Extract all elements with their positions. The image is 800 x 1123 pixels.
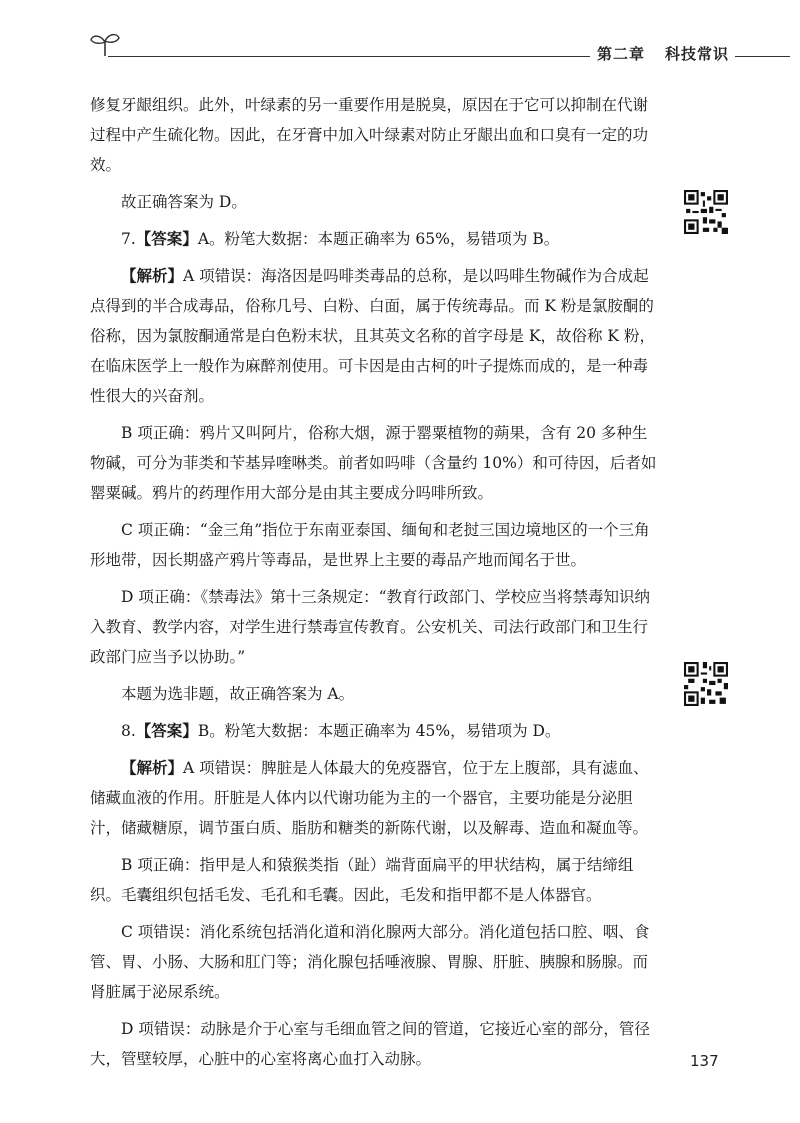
question-8-answer	[90, 716, 660, 746]
question-8-option-d: D 项错误：动脉是介于心室与毛细血管之间的管道，它接近心室的部分，管径大，管壁较厚，心脏中的心室将离心血打入动脉。	[90, 1020, 650, 1068]
question-8-analysis	[90, 753, 660, 843]
qr-code-icon[interactable]	[684, 190, 728, 234]
answer-conclusion: 故正确答案为 D。	[121, 193, 247, 211]
question-number: 7.	[121, 230, 136, 248]
header-rule-right	[735, 56, 790, 57]
page-content	[90, 90, 660, 1074]
topic-label: 科技常识	[665, 45, 730, 63]
chapter-label: 第二章	[597, 45, 646, 63]
paragraph-continued: 修复牙龈组织。此外，叶绿素的另一重要作用是脱臭，原因在于它可以抑制在代谢过程中产生硫化物。因此，在牙膏中加入叶绿素对防止牙龈出血和口臭有一定的功效。	[90, 96, 649, 174]
page-header	[0, 0, 800, 70]
header-rule	[108, 56, 590, 57]
analysis-text: A 项错误：脾脏是人体最大的免疫器官，位于左上腹部，具有滤血、储藏血液的作用。肝脏是人体内以代谢功能为主的一个器官，主要功能是分泌胆汁，储藏糖原，调节蛋白质、脂肪和糖类的新陈代谢，以及解毒、造血和凝血等。	[90, 759, 649, 837]
sprout-logo-icon	[88, 30, 122, 58]
question-7-option-d: D 项正确：《禁毒法》第十三条规定：“教育行政部门、学校应当将禁毒知识纳入教育、教学内容，对学生进行禁毒宣传教育。公安机关、司法行政部门和卫生行政部门应当予以协助。”	[90, 588, 651, 666]
question-8-option-c: C 项错误：消化系统包括消化道和消化腺两大部分。消化道包括口腔、咽、食管、胃、小肠、大肠和肛门等；消化腺包括唾液腺、胃腺、肝脏、胰腺和肠腺。而肾脏属于泌尿系统。	[90, 923, 650, 1001]
answer-tag: 【答案】	[135, 721, 198, 740]
answer-tag: 【答案】	[135, 229, 198, 248]
answer-text: A。粉笔大数据：本题正确率为 65%，易错项为 B。	[197, 230, 560, 248]
analysis-tag: 【解析】	[121, 758, 184, 777]
question-7-analysis	[90, 261, 660, 411]
question-7-conclusion: 本题为选非题，故正确答案为 A。	[121, 685, 355, 703]
question-7-answer	[90, 224, 660, 254]
qr-code-icon[interactable]	[684, 662, 728, 706]
page-number: 137	[690, 1052, 719, 1070]
analysis-tag: 【解析】	[121, 266, 184, 285]
question-number: 8.	[121, 722, 136, 740]
question-7-option-b: B 项正确：鸦片又叫阿片，俗称大烟，源于罂粟植物的蒴果，含有 20 多种生物碱，可分为菲类和苄基异喹啉类。前者如吗啡（含量约 10%）和可待因，后者如罂粟碱。鸦片的药理作用大部分是由其主要成分吗啡所致。	[90, 424, 657, 502]
question-7-option-c: C 项正确：“金三角”指位于东南亚泰国、缅甸和老挝三国边境地区的一个三角形地带，因长期盛产鸦片等毒品，是世界上主要的毒品产地而闻名于世。	[90, 521, 650, 569]
answer-text: B。粉笔大数据：本题正确率为 45%，易错项为 D。	[197, 722, 561, 740]
question-8-option-b: B 项正确：指甲是人和猿猴类指（趾）端背面扁平的甲状结构，属于结缔组织。毛囊组织包括毛发、毛孔和毛囊。因此，毛发和指甲都不是人体器官。	[90, 856, 634, 904]
analysis-text: A 项错误：海洛因是吗啡类毒品的总称，是以吗啡生物碱作为合成起点得到的半合成毒品，俗称几号、白粉、白面，属于传统毒品。而 K 粉是氯胺酮的俗称，因为氯胺酮通常是白色粉末状，且其英文名称的首字母是 K，故俗称 K 粉，在临床医学上一般作为麻醉剂使用。可卡因是由古柯的叶子提炼而成的，是一种毒性很大的兴奋剂。	[90, 267, 655, 405]
